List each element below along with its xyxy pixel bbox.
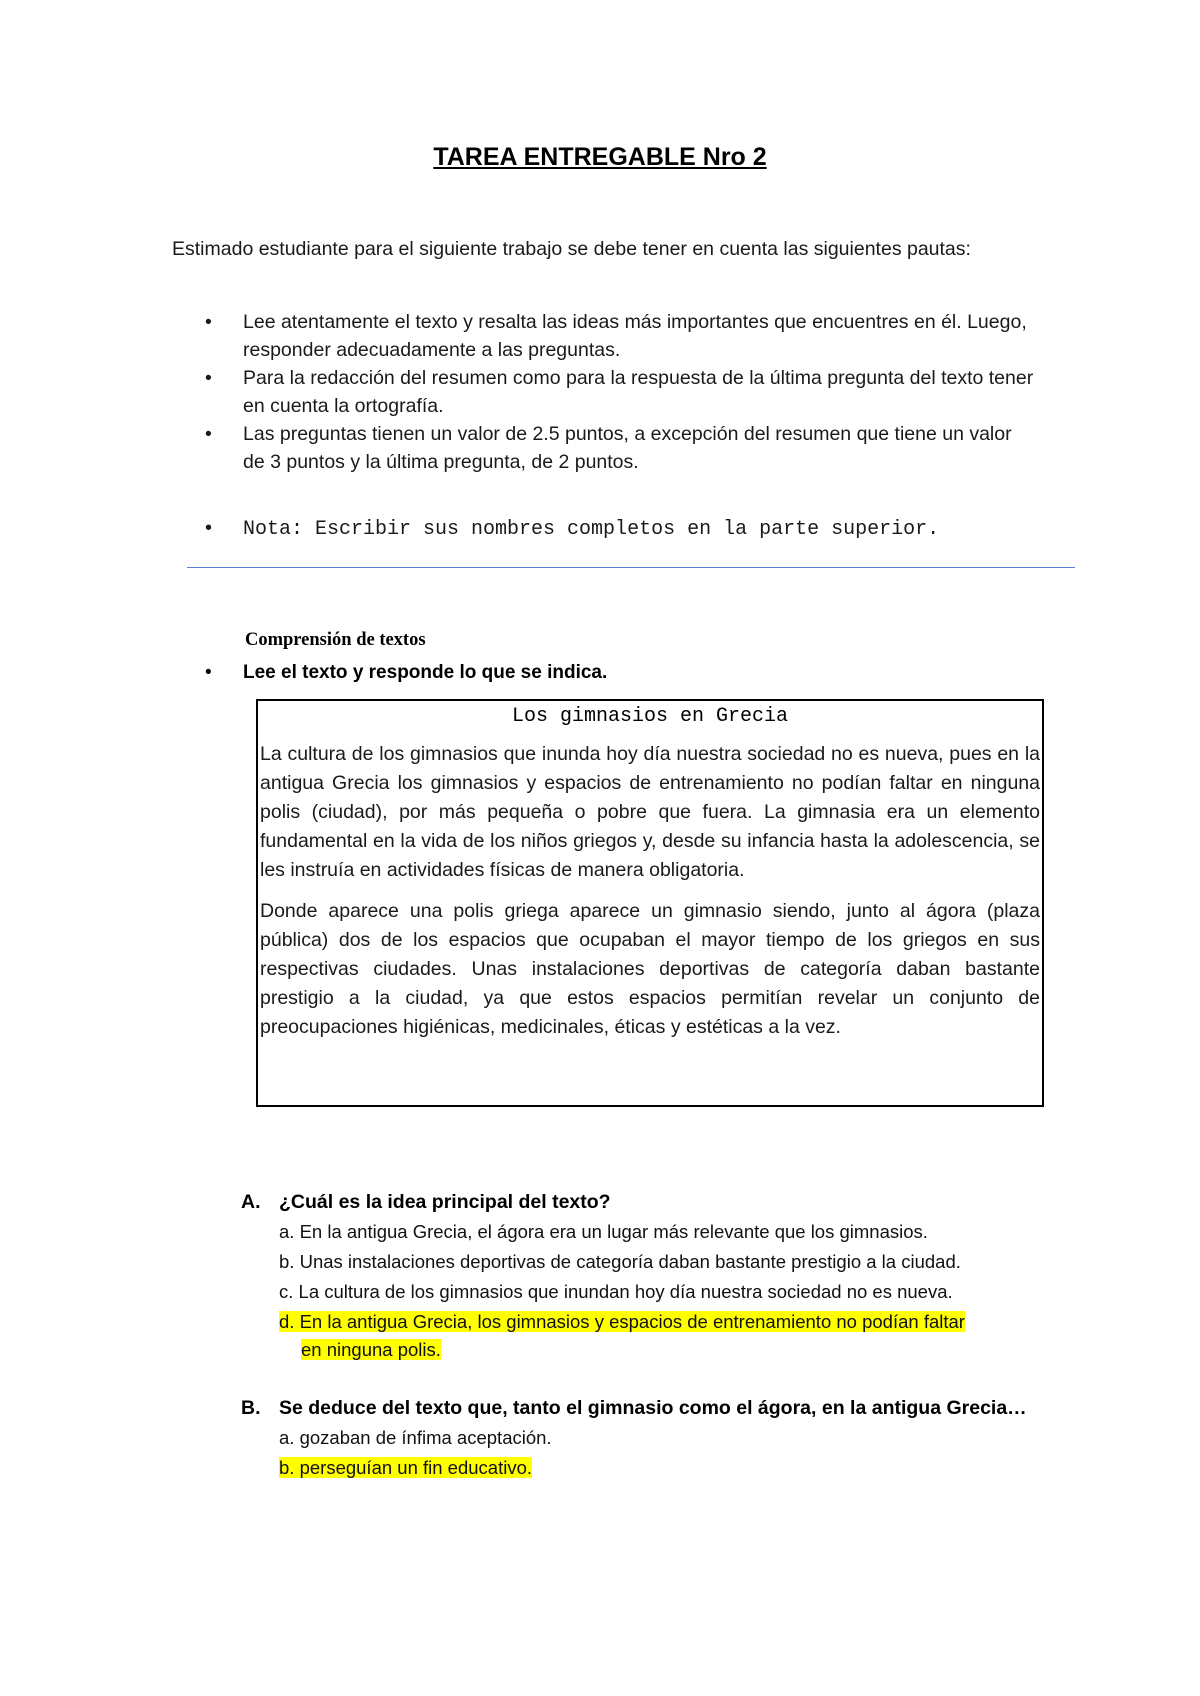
intro-text: Estimado estudiante para el siguiente trabajo se debe tener en cuenta las siguientes pautas: — [172, 238, 971, 260]
note-text: Nota: Escribir sus nombres completos en la parte superior. — [243, 518, 940, 541]
question-b — [241, 1394, 1041, 1482]
page-title: TAREA ENTREGABLE Nro 2 — [433, 143, 767, 171]
option-text: perseguían un fin educativo. — [299, 1457, 533, 1478]
bullet-icon: • — [205, 517, 213, 539]
bullet-icon: • — [205, 311, 212, 333]
option-text: Unas instalaciones deportivas de categoría daban bastante prestigio a la ciudad. — [299, 1251, 961, 1272]
option-label: a. — [279, 1221, 295, 1242]
list-item — [205, 308, 1035, 364]
option-label: c. — [279, 1281, 294, 1302]
reading-box — [256, 699, 1044, 1107]
options-list — [279, 1218, 1041, 1364]
instruction-text: Lee el texto y responde lo que se indica. — [243, 662, 608, 683]
question-letter: B. — [241, 1397, 261, 1419]
option-item — [279, 1218, 1041, 1246]
option-label: a. — [279, 1427, 295, 1448]
rule-text: Lee atentamente el texto y resalta las ideas más importantes que encuentres en él. Luego, responder adecuadamente a las preguntas. — [243, 311, 1027, 361]
question-text: Se deduce del texto que, tanto el gimnasio como el ágora, en la antigua Grecia… — [279, 1397, 1027, 1419]
note — [205, 514, 1105, 544]
option-item-highlighted — [279, 1454, 1041, 1482]
question-header — [241, 1394, 1041, 1422]
rule-text: Las preguntas tienen un valor de 2.5 puntos, a excepción del resumen que tiene un valor de 3 puntos y la última pregunta, de 2 puntos. — [243, 423, 1012, 473]
list-item — [205, 420, 1035, 476]
options-list — [279, 1424, 1041, 1482]
reading-paragraph: Donde aparece una polis griega aparece un gimnasio siendo, junto al ágora (plaza pública) dos de los espacios que ocupaban el mayor tiempo de los griegos en sus respectivas ciudades. Unas instalaciones deportivas de categoría daban bastante prestigio a la ciudad, ya que estos espacios permitían revelar un conjunto de preocupaciones higiénicas, medicinales, éticas y estéticas a la vez. — [260, 900, 1040, 1038]
option-label: d. — [279, 1311, 295, 1332]
option-item — [279, 1424, 1041, 1452]
list-item — [205, 364, 1035, 420]
rules-list — [205, 308, 1035, 476]
question-letter: A. — [241, 1191, 261, 1213]
option-label: b. — [279, 1251, 295, 1272]
question-header — [241, 1188, 1041, 1216]
reading-paragraph: La cultura de los gimnasios que inunda hoy día nuestra sociedad no es nueva, pues en la antigua Grecia los gimnasios y espacios de entrenamiento no podían faltar en ninguna polis (ciudad), por más pequeña o pobre que fuera. La gimnasia era un elemento fundamental en la vida de los niños griegos y, desde su infancia hasta la adolescencia, se les instruía en actividades físicas de manera obligatoria. — [260, 743, 1040, 881]
instruction — [205, 662, 607, 684]
option-item-highlighted — [279, 1308, 1041, 1364]
option-item — [279, 1248, 1041, 1276]
option-text: En la antigua Grecia, el ágora era un lugar más relevante que los gimnasios. — [299, 1221, 928, 1242]
bullet-icon: • — [205, 367, 212, 389]
bullet-icon: • — [205, 423, 212, 445]
rule-text: Para la redacción del resumen como para la respuesta de la última pregunta del texto tener en cuenta la ortografía. — [243, 367, 1034, 417]
option-item — [279, 1278, 1041, 1306]
question-a — [241, 1188, 1041, 1364]
section-title: Comprensión de textos — [245, 630, 426, 650]
option-label: b. — [279, 1457, 295, 1478]
horizontal-divider — [187, 567, 1075, 568]
bullet-icon: • — [205, 662, 212, 683]
option-text: La cultura de los gimnasios que inundan hoy día nuestra sociedad no es nueva. — [298, 1281, 953, 1302]
reading-title: Los gimnasios en Grecia — [511, 705, 789, 728]
option-text: En la antigua Grecia, los gimnasios y espacios de entrenamiento no podían faltar — [299, 1311, 965, 1332]
option-text: gozaban de ínfima aceptación. — [299, 1427, 552, 1448]
question-text: ¿Cuál es la idea principal del texto? — [279, 1191, 611, 1213]
option-continuation: en ninguna polis. — [301, 1339, 441, 1360]
